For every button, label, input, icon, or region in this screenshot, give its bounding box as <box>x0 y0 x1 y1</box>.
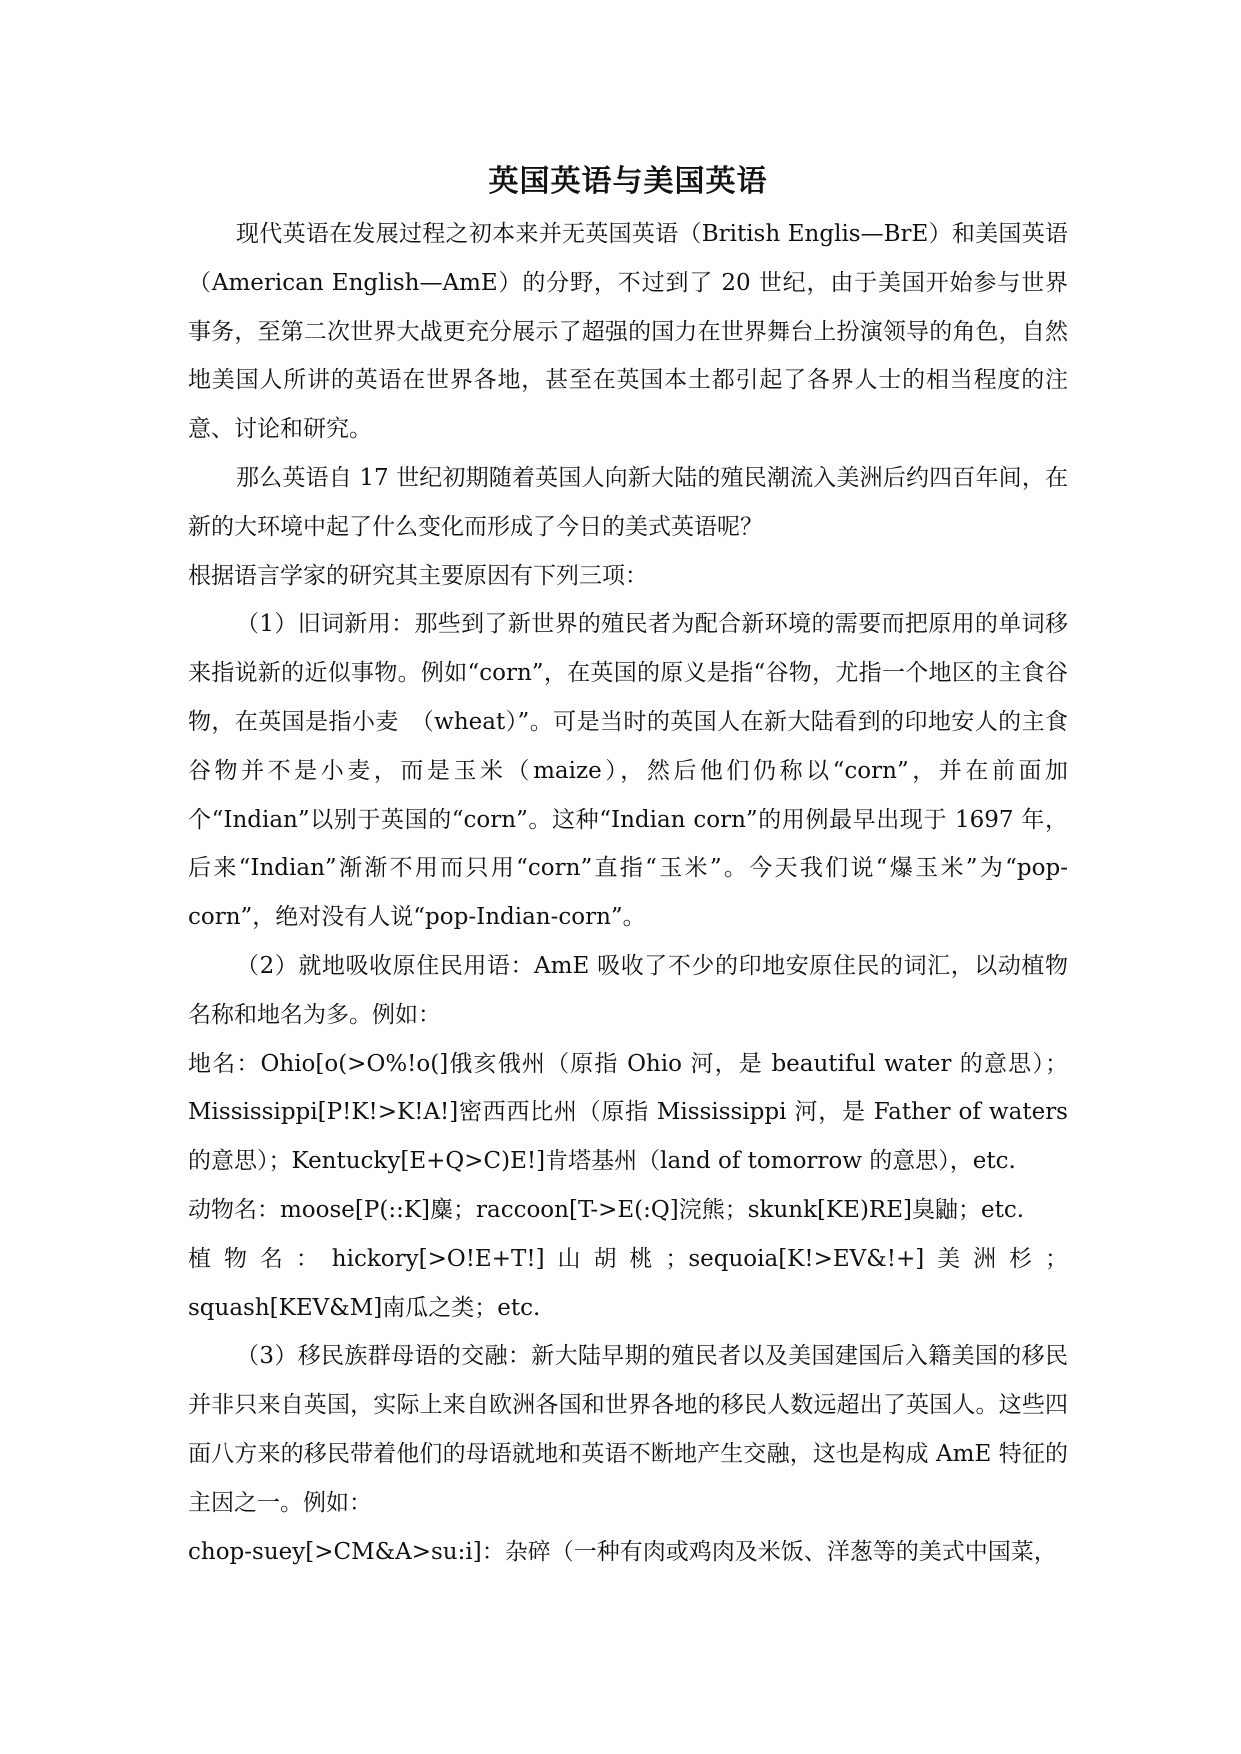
paragraph-question: 那么英语自 17 世纪初期随着英国人向新大陆的殖民潮流入美洲后约四百年间，在新的大环境中起了什么变化而形成了今日的美式英语呢？ <box>188 464 1068 540</box>
paragraph-reason-3: （3）移民族群母语的交融：新大陆早期的殖民者以及美国建国后入籍美国的移民并非只来自英国，实际上来自欧洲各国和世界各地的移民人数远超出了英国人。这些四面八方来的移民带着他们的母语就地和英语不断地产生交融，这也是构成 AmE 特征的主因之一。例如： <box>188 1343 1068 1516</box>
document-body <box>188 160 1068 1576</box>
paragraph-reason-2: （2）就地吸收原住民用语：AmE 吸收了不少的印地安原住民的词汇，以动植物名称和地名为多。例如： <box>188 952 1068 1028</box>
document-title: 英国英语与美国英语 <box>488 164 768 199</box>
paragraph-chop-suey: chop-suey[>CM&A>su:i]：杂碎（一种有肉或鸡肉及米饭、洋葱等的美式中国菜， <box>188 1538 1057 1565</box>
paragraph-reasons-lead: 根据语言学家的研究其主要原因有下列三项： <box>188 562 648 589</box>
paragraph-animal-names: 动物名：moose[P(::K]麋；raccoon[T->E(:Q]浣熊；skunk[KE)RE]臭鼬；etc. <box>188 1196 1025 1223</box>
paragraph-plant-names: 植物名：hickory[>O!E+T!]山胡桃；sequoia[K!>EV&!+]美洲杉；squash[KEV&M]南瓜之类；etc. <box>188 1245 1068 1321</box>
paragraph-place-names: 地名：Ohio[o(>O%!o(]俄亥俄州（原指 Ohio 河，是 beautiful water 的意思）；Mississippi[P!K!>K!A!]密西西比州（原指 Mississippi 河，是 Father of waters 的意思）；Kentucky[E+Q>C)E!]肯塔基州（land of tomorrow 的意思），etc. <box>188 1050 1068 1175</box>
paragraph-reason-1: （1）旧词新用：那些到了新世界的殖民者为配合新环境的需要而把原用的单词移来指说新的近似事物。例如“corn”，在英国的原义是指“谷物，尤指一个地区的主食谷物，在英国是指小麦 （wheat）”。可是当时的英国人在新大陆看到的印地安人的主食谷物并不是小麦，而是玉米（maize），然后他们仍称以“corn”，并在前面加个“Indian”以别于英国的“corn”。这种“Indian corn”的用例最早出现于 1697 年，后来“Indian”渐渐不用而只用“corn”直指“玉米”。今天我们说“爆玉米”为“pop-corn”，绝对没有人说“pop-Indian-corn”。 <box>188 611 1068 931</box>
paragraph-intro: 现代英语在发展过程之初本来并无英国英语（British Englis—BrE）和美国英语（American English—AmE）的分野，不过到了 20 世纪，由于美国开始参与世界事务，至第二次世界大战更充分展示了超强的国力在世界舞台上扮演领导的角色，自然地美国人所讲的英语在世界各地，甚至在英国本土都引起了各界人士的相当程度的注意、讨论和研究。 <box>188 221 1068 443</box>
